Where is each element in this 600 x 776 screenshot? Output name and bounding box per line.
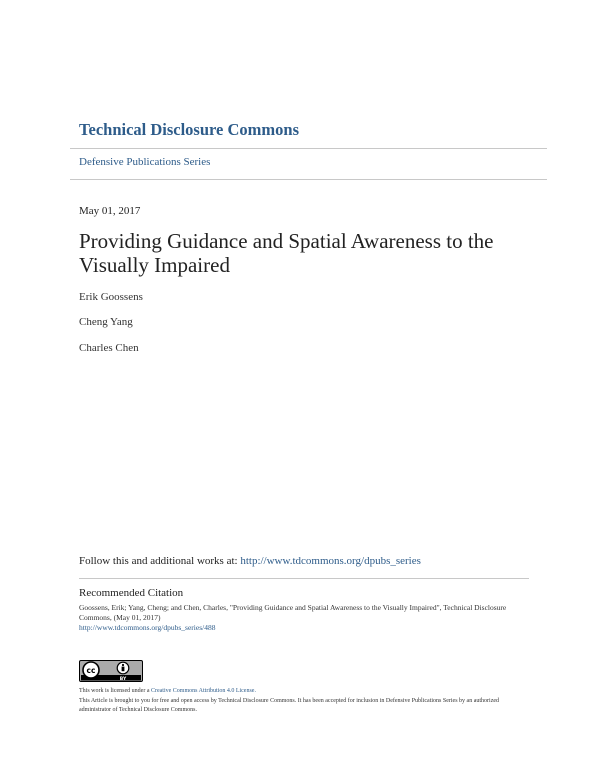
site-title[interactable]: Technical Disclosure Commons [79,120,300,139]
publication-date: May 01, 2017 [79,205,141,217]
svg-text:cc: cc [86,665,96,675]
citation-link[interactable]: http://www.tdcommons.org/dpubs_series/488 [79,623,216,632]
badge-label: BY [119,677,127,682]
citation-divider [79,578,529,579]
license-link[interactable]: Creative Commons Attribution 4.0 License. [150,688,256,694]
header-divider [70,148,547,149]
license-statement: This Article is brought to you for free and open access by Technical Disclosure Commons. It has been accepted for inclusion in Defensive Publications Series by an authorized administrator of Technical Disclosure Commons. [79,697,500,713]
author-3[interactable]: Charles Chen [79,342,139,354]
license-block [79,687,529,716]
citation-text: Goossens, Erik; Yang, Cheng; and Chen, Charles, "Providing Guidance and Spatial Awareness to the Visually Impaired", Technical Disclosure Commons, (May 01, 2017) [79,603,507,622]
series-divider [70,179,547,180]
citation-heading: Recommended Citation [79,587,184,599]
series-link[interactable]: Defensive Publications Series [79,156,211,168]
author-2[interactable]: Cheng Yang [79,316,133,328]
citation-block [79,603,519,633]
follow-label: Follow this and additional works at: [79,555,241,567]
license-lead: This work is licensed under a [79,688,151,694]
follow-link[interactable]: http://www.tdcommons.org/dpubs_series [240,555,421,567]
author-1[interactable]: Erik Goossens [79,291,143,303]
cc-by-badge[interactable] [79,660,143,682]
article-title: Providing Guidance and Spatial Awareness to the Visually Impaired [79,229,494,277]
follow-line [79,555,421,567]
